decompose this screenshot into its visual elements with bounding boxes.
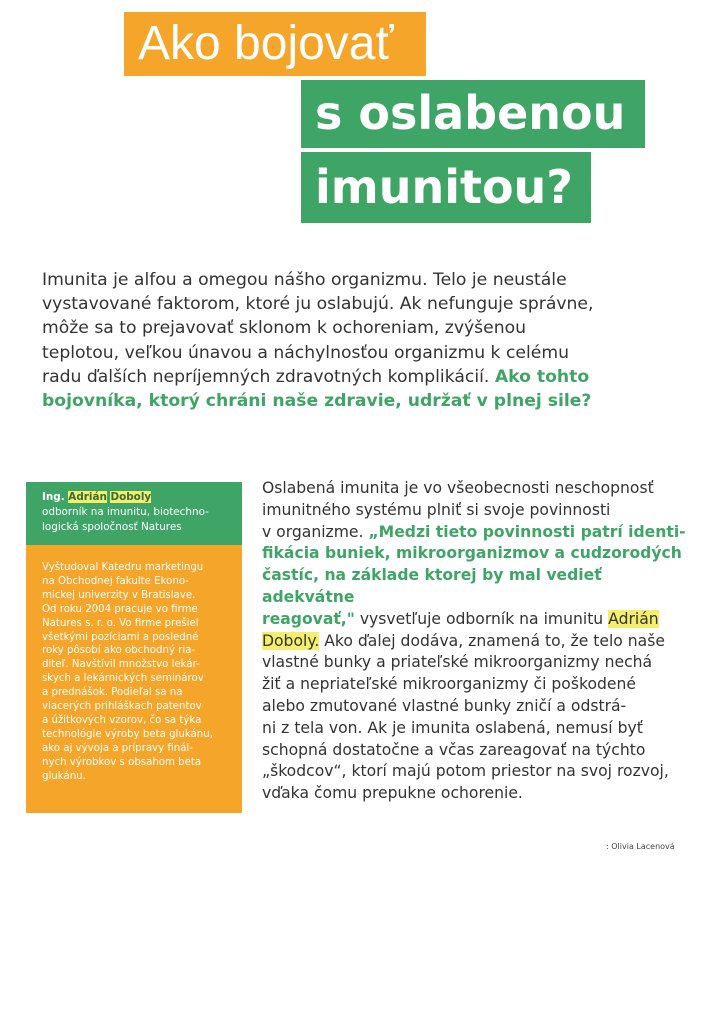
bio-line: a prednášok. Podieľal sa na [42, 687, 183, 699]
main-line: „škodcov“, ktorí majú potom priestor na svoj rozvoj, [262, 762, 669, 781]
bio-line: ako aj vývoja a prípravy finál- [42, 742, 193, 754]
main-line: imunitného systému plniť si svoje povinnosti [262, 500, 611, 519]
bio-line: na Obchodnej fakulte Ekono- [42, 575, 189, 587]
main-line: schopná dostatočne a včas zareagovať na týchto [262, 740, 646, 759]
expert-first-name: Adrián [608, 609, 659, 628]
bio-line: Vyštudoval Katedru marketingu [42, 562, 204, 573]
main-line: Oslabená imunita je vo všeobecnosti neschopnosť [262, 479, 654, 497]
main-line: vlastné bunky a priateľské mikroorganizmy nechá [262, 653, 653, 672]
main-line: žiť a nepriateľské mikroorganizmy či poškodené [262, 675, 636, 694]
bio-line: glukánu. [42, 770, 86, 782]
intro-highlight: bojovníka, ktorý chráni naše zdravie, udržať v plnej sile? [42, 391, 592, 412]
bio-line: skych a lekárnických seminárov [42, 673, 204, 685]
bio-role: logická spoločnosť Natures [42, 521, 182, 533]
bio-line: viacerých prihláškach patentov [42, 701, 202, 713]
bio-line: Od roku 2004 pracuje vo firme [42, 603, 198, 615]
bio-prefix: Ing. [42, 491, 65, 503]
intro-line [42, 365, 682, 389]
main-text-run: Ako ďalej dodáva, znamená to, že telo naše [324, 631, 665, 650]
bio-first-name: Adrián [68, 491, 107, 503]
intro-line: môže sa to prejavovať sklonom k ochoreniam, zvýšenou [42, 318, 526, 339]
main-quote: častíc, na základe ktorej by mal vedieť adekvátne [262, 566, 602, 606]
bio-line: mickej univerzity v Bratislave. [42, 589, 196, 601]
main-text-run: vysvetľuje odborník na imunitu [359, 609, 604, 628]
intro-line: teplotou, veľkou únavou a náchylnosťou organizmu k celému [42, 342, 569, 363]
main-line: ni z tela von. Ak je imunita oslabená, nemusí byť [262, 718, 643, 737]
main-text-run: v organizme. [262, 522, 364, 541]
expert-last-name: Doboly. [262, 631, 320, 650]
bio-name [42, 490, 232, 505]
bio-line: nych výrobkov s obsahom beta [42, 756, 202, 768]
title-line-2: s oslabenou [301, 80, 645, 148]
title-line-3: imunitou? [301, 152, 591, 223]
bio-line: a úžitkových vzorov, čo sa týka [42, 714, 202, 726]
main-line [262, 609, 692, 631]
bio-role: odborník na imunitu, biotechno- [42, 506, 209, 518]
main-quote: „Medzi tieto povinnosti patrí identi- [368, 522, 686, 541]
intro-highlight: Ako tohto [494, 366, 590, 387]
bio-line: technológie výroby beta glukánu, [42, 728, 213, 740]
bio-line: roky pôsobí ako obchodný ria- [42, 645, 196, 657]
bio-line: Natures s. r. o. Vo firme prešiel [42, 617, 199, 629]
bio-last-name: Doboly [110, 491, 152, 503]
title-line-1: Ako bojovať [124, 12, 426, 76]
main-line [262, 631, 692, 653]
main-quote: fikácia buniek, mikroorganizmov a cudzorodých [262, 544, 682, 563]
intro-line: vystavované faktorom, ktoré ju oslabujú. Ak nefunguje správne, [42, 294, 594, 315]
main-line [262, 522, 692, 544]
intro-paragraph [42, 268, 682, 413]
main-quote: reagovať," [262, 609, 355, 628]
main-line: alebo zmutované vlastné bunky zničí a odstrá- [262, 696, 627, 715]
author-credit: : Olivia Lacenová [606, 842, 675, 851]
intro-line: Imunita je alfou a omegou nášho organizmu. Telo je neustále [42, 270, 567, 290]
bio-header [26, 482, 242, 545]
main-text [262, 478, 692, 805]
bio-line: diteľ. Navštívil množstvo lekár- [42, 659, 200, 671]
main-line: vďaka čomu prepukne ochorenie. [262, 784, 523, 803]
intro-line-text: radu ďalších nepríjemných zdravotných komplikácií. [42, 366, 490, 387]
bio-body [26, 545, 242, 813]
bio-line: všetkými pozíciami a posledné [42, 631, 199, 643]
